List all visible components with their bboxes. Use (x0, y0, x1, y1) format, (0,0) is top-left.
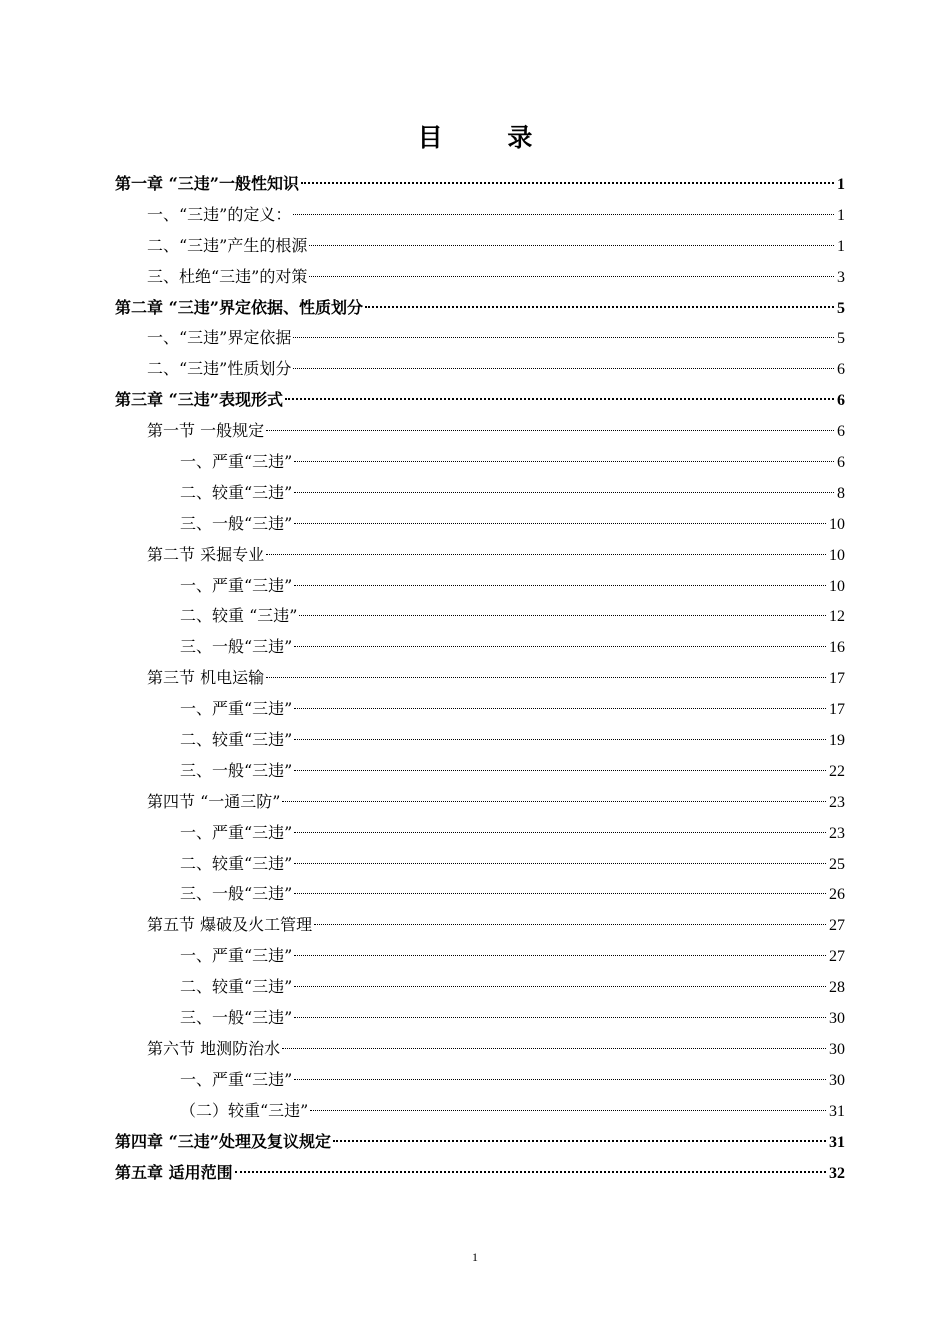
toc-dot-leader (294, 955, 826, 956)
toc-chapter-entry[interactable] (115, 1158, 845, 1189)
toc-entry-page: 19 (829, 732, 845, 750)
toc-dot-leader (294, 461, 834, 462)
toc-entry-page: 31 (829, 1102, 845, 1120)
toc-entry-label: 一、严重“三违” (180, 1069, 293, 1089)
toc-chapter-entry[interactable] (115, 385, 845, 416)
toc-entry-label: 第四章 “三违”处理及复议规定 (115, 1131, 331, 1151)
toc-subsection-entry[interactable] (115, 818, 845, 849)
toc-entry-page: 1 (837, 237, 845, 255)
toc-section-entry[interactable] (115, 910, 845, 941)
toc-entry-label: 三、一般“三违” (180, 884, 293, 904)
toc-entry-page: 10 (829, 515, 845, 533)
toc-dot-leader (266, 430, 834, 431)
toc-entry-label: （二）较重“三违” (180, 1100, 309, 1120)
toc-subsection-entry[interactable] (115, 632, 845, 663)
toc-chapter-entry[interactable] (115, 169, 845, 200)
toc-section-entry[interactable] (115, 1034, 845, 1065)
toc-section-entry[interactable] (115, 262, 845, 293)
toc-dot-leader (293, 214, 834, 215)
toc-entry-page: 17 (829, 701, 845, 719)
toc-entry-label: 二、较重 “三违” (180, 606, 298, 626)
toc-entry-label: 一、严重“三违” (180, 822, 293, 842)
toc-entry-page: 6 (837, 454, 845, 472)
toc-section-entry[interactable] (115, 323, 845, 354)
toc-entry-page: 1 (837, 206, 845, 224)
toc-subsection-entry[interactable] (115, 447, 845, 478)
toc-entry-page: 8 (837, 484, 845, 502)
toc-entry-label: 第三节 机电运输 (147, 668, 265, 688)
toc-dot-leader (294, 893, 826, 894)
toc-entry-label: 一、严重“三违” (180, 699, 293, 719)
toc-entry-page: 30 (829, 1040, 845, 1058)
toc-section-entry[interactable] (115, 200, 845, 231)
toc-dot-leader (294, 585, 826, 586)
page-number: 1 (472, 1250, 478, 1264)
toc-section-entry[interactable] (115, 663, 845, 694)
toc-subsection-entry[interactable] (115, 879, 845, 910)
toc-subsection-entry[interactable] (115, 972, 845, 1003)
toc-entry-label: 三、一般“三违” (180, 1008, 293, 1028)
toc-entry-label: 第一章 “三违”一般性知识 (115, 174, 299, 193)
toc-dot-leader (294, 739, 826, 740)
toc-entry-page: 10 (829, 546, 845, 564)
toc-subsection-entry[interactable] (115, 849, 845, 880)
toc-subsection-entry[interactable] (115, 509, 845, 540)
toc-entry-label: 二、“三违”性质划分 (147, 359, 292, 379)
toc-entry-page: 5 (837, 330, 845, 348)
toc-entry-page: 6 (837, 423, 845, 441)
toc-entry-page: 30 (829, 1010, 845, 1028)
toc-dot-leader (333, 1140, 826, 1142)
toc-dot-leader (294, 986, 826, 987)
toc-entry-page: 32 (829, 1164, 845, 1182)
toc-entry-label: 三、一般“三违” (180, 637, 293, 657)
toc-entry-page: 23 (829, 793, 845, 811)
toc-entry-label: 二、“三违”产生的根源 (147, 235, 308, 255)
toc-entry-page: 27 (829, 948, 845, 966)
toc-dot-leader (294, 1079, 826, 1080)
toc-entry-label: 第六节 地测防治水 (147, 1038, 281, 1058)
toc-section-entry[interactable] (115, 416, 845, 447)
toc-entry-page: 22 (829, 762, 845, 780)
toc-entry-label: 二、较重“三违” (180, 853, 293, 873)
toc-subsection-entry[interactable] (115, 1065, 845, 1096)
toc-entry-label: 第五章 适用范围 (115, 1162, 233, 1182)
toc-dot-leader (294, 523, 826, 524)
toc-entry-page: 30 (829, 1071, 845, 1089)
toc-dot-leader (293, 337, 834, 338)
toc-subsection-entry[interactable] (115, 941, 845, 972)
toc-dot-leader (293, 368, 834, 369)
toc-entry-page: 23 (829, 824, 845, 842)
toc-section-entry[interactable] (115, 787, 845, 818)
toc-entry-page: 17 (829, 670, 845, 688)
toc-subsection-entry[interactable] (115, 601, 845, 632)
toc-entry-page: 12 (829, 608, 845, 626)
toc-entry-label: 一、严重“三违” (180, 452, 293, 472)
toc-entry-label: 第二节 采掘专业 (147, 544, 265, 564)
toc-entry-label: 第二章 “三违”界定依据、性质划分 (115, 297, 363, 317)
toc-entry-page: 31 (829, 1133, 845, 1151)
toc-entry-label: 二、较重“三违” (180, 482, 293, 502)
toc-entry-label: 三、一般“三违” (180, 760, 293, 780)
toc-dot-leader (266, 554, 826, 555)
toc-chapter-entry[interactable] (115, 1127, 845, 1158)
toc-dot-leader (294, 1017, 826, 1018)
toc-section-entry[interactable] (115, 354, 845, 385)
toc-entry-label: 一、严重“三违” (180, 575, 293, 595)
toc-entry-label: 二、较重“三违” (180, 730, 293, 750)
table-of-contents (115, 169, 845, 1188)
toc-dot-leader (294, 646, 826, 647)
toc-entry-label: 一、“三违”界定依据 (147, 328, 292, 348)
toc-entry-page: 5 (837, 299, 845, 317)
toc-entry-page: 25 (829, 855, 845, 873)
toc-subsection-entry[interactable] (115, 1096, 845, 1127)
toc-dot-leader (299, 615, 826, 616)
toc-dot-leader (294, 708, 826, 709)
toc-entry-label: 第一节 一般规定 (147, 421, 265, 441)
toc-entry-page: 6 (837, 392, 845, 410)
toc-entry-label: 三、一般“三违” (180, 513, 293, 533)
toc-dot-leader (266, 677, 826, 678)
toc-entry-label: 三、杜绝“三违”的对策 (147, 266, 308, 286)
toc-dot-leader (310, 1110, 826, 1111)
toc-chapter-entry[interactable] (115, 293, 845, 324)
toc-dot-leader (235, 1171, 826, 1173)
toc-dot-leader (314, 924, 826, 925)
toc-entry-label: 第四节 “一通三防” (147, 791, 281, 811)
toc-dot-leader (294, 863, 826, 864)
toc-entry-label: 第五节 爆破及火工管理 (147, 915, 313, 935)
toc-dot-leader (309, 276, 834, 277)
toc-dot-leader (282, 801, 826, 802)
toc-subsection-entry[interactable] (115, 478, 845, 509)
toc-dot-leader (282, 1048, 826, 1049)
toc-entry-label: 一、“三违”的定义： (147, 204, 292, 224)
toc-entry-label: 二、较重“三违” (180, 977, 293, 997)
toc-subsection-entry[interactable] (115, 725, 845, 756)
toc-entry-page: 28 (829, 979, 845, 997)
toc-subsection-entry[interactable] (115, 694, 845, 725)
toc-dot-leader (294, 770, 826, 771)
toc-entry-page: 26 (829, 886, 845, 904)
toc-entry-page: 1 (837, 176, 845, 193)
toc-entry-page: 16 (829, 639, 845, 657)
toc-subsection-entry[interactable] (115, 1003, 845, 1034)
toc-dot-leader (285, 398, 834, 400)
toc-section-entry[interactable] (115, 540, 845, 571)
toc-subsection-entry[interactable] (115, 756, 845, 787)
toc-dot-leader (301, 182, 834, 184)
page-title: 目 录 (417, 123, 561, 152)
toc-dot-leader (294, 492, 834, 493)
toc-entry-page: 27 (829, 917, 845, 935)
toc-dot-leader (365, 306, 834, 308)
toc-dot-leader (309, 245, 834, 246)
toc-entry-label: 一、严重“三违” (180, 946, 293, 966)
toc-entry-page: 6 (837, 361, 845, 379)
toc-entry-page: 10 (829, 577, 845, 595)
toc-entry-label: 第三章 “三违”表现形式 (115, 390, 283, 410)
toc-entry-page: 3 (837, 268, 845, 286)
toc-subsection-entry[interactable] (115, 571, 845, 602)
toc-section-entry[interactable] (115, 231, 845, 262)
toc-dot-leader (294, 832, 826, 833)
